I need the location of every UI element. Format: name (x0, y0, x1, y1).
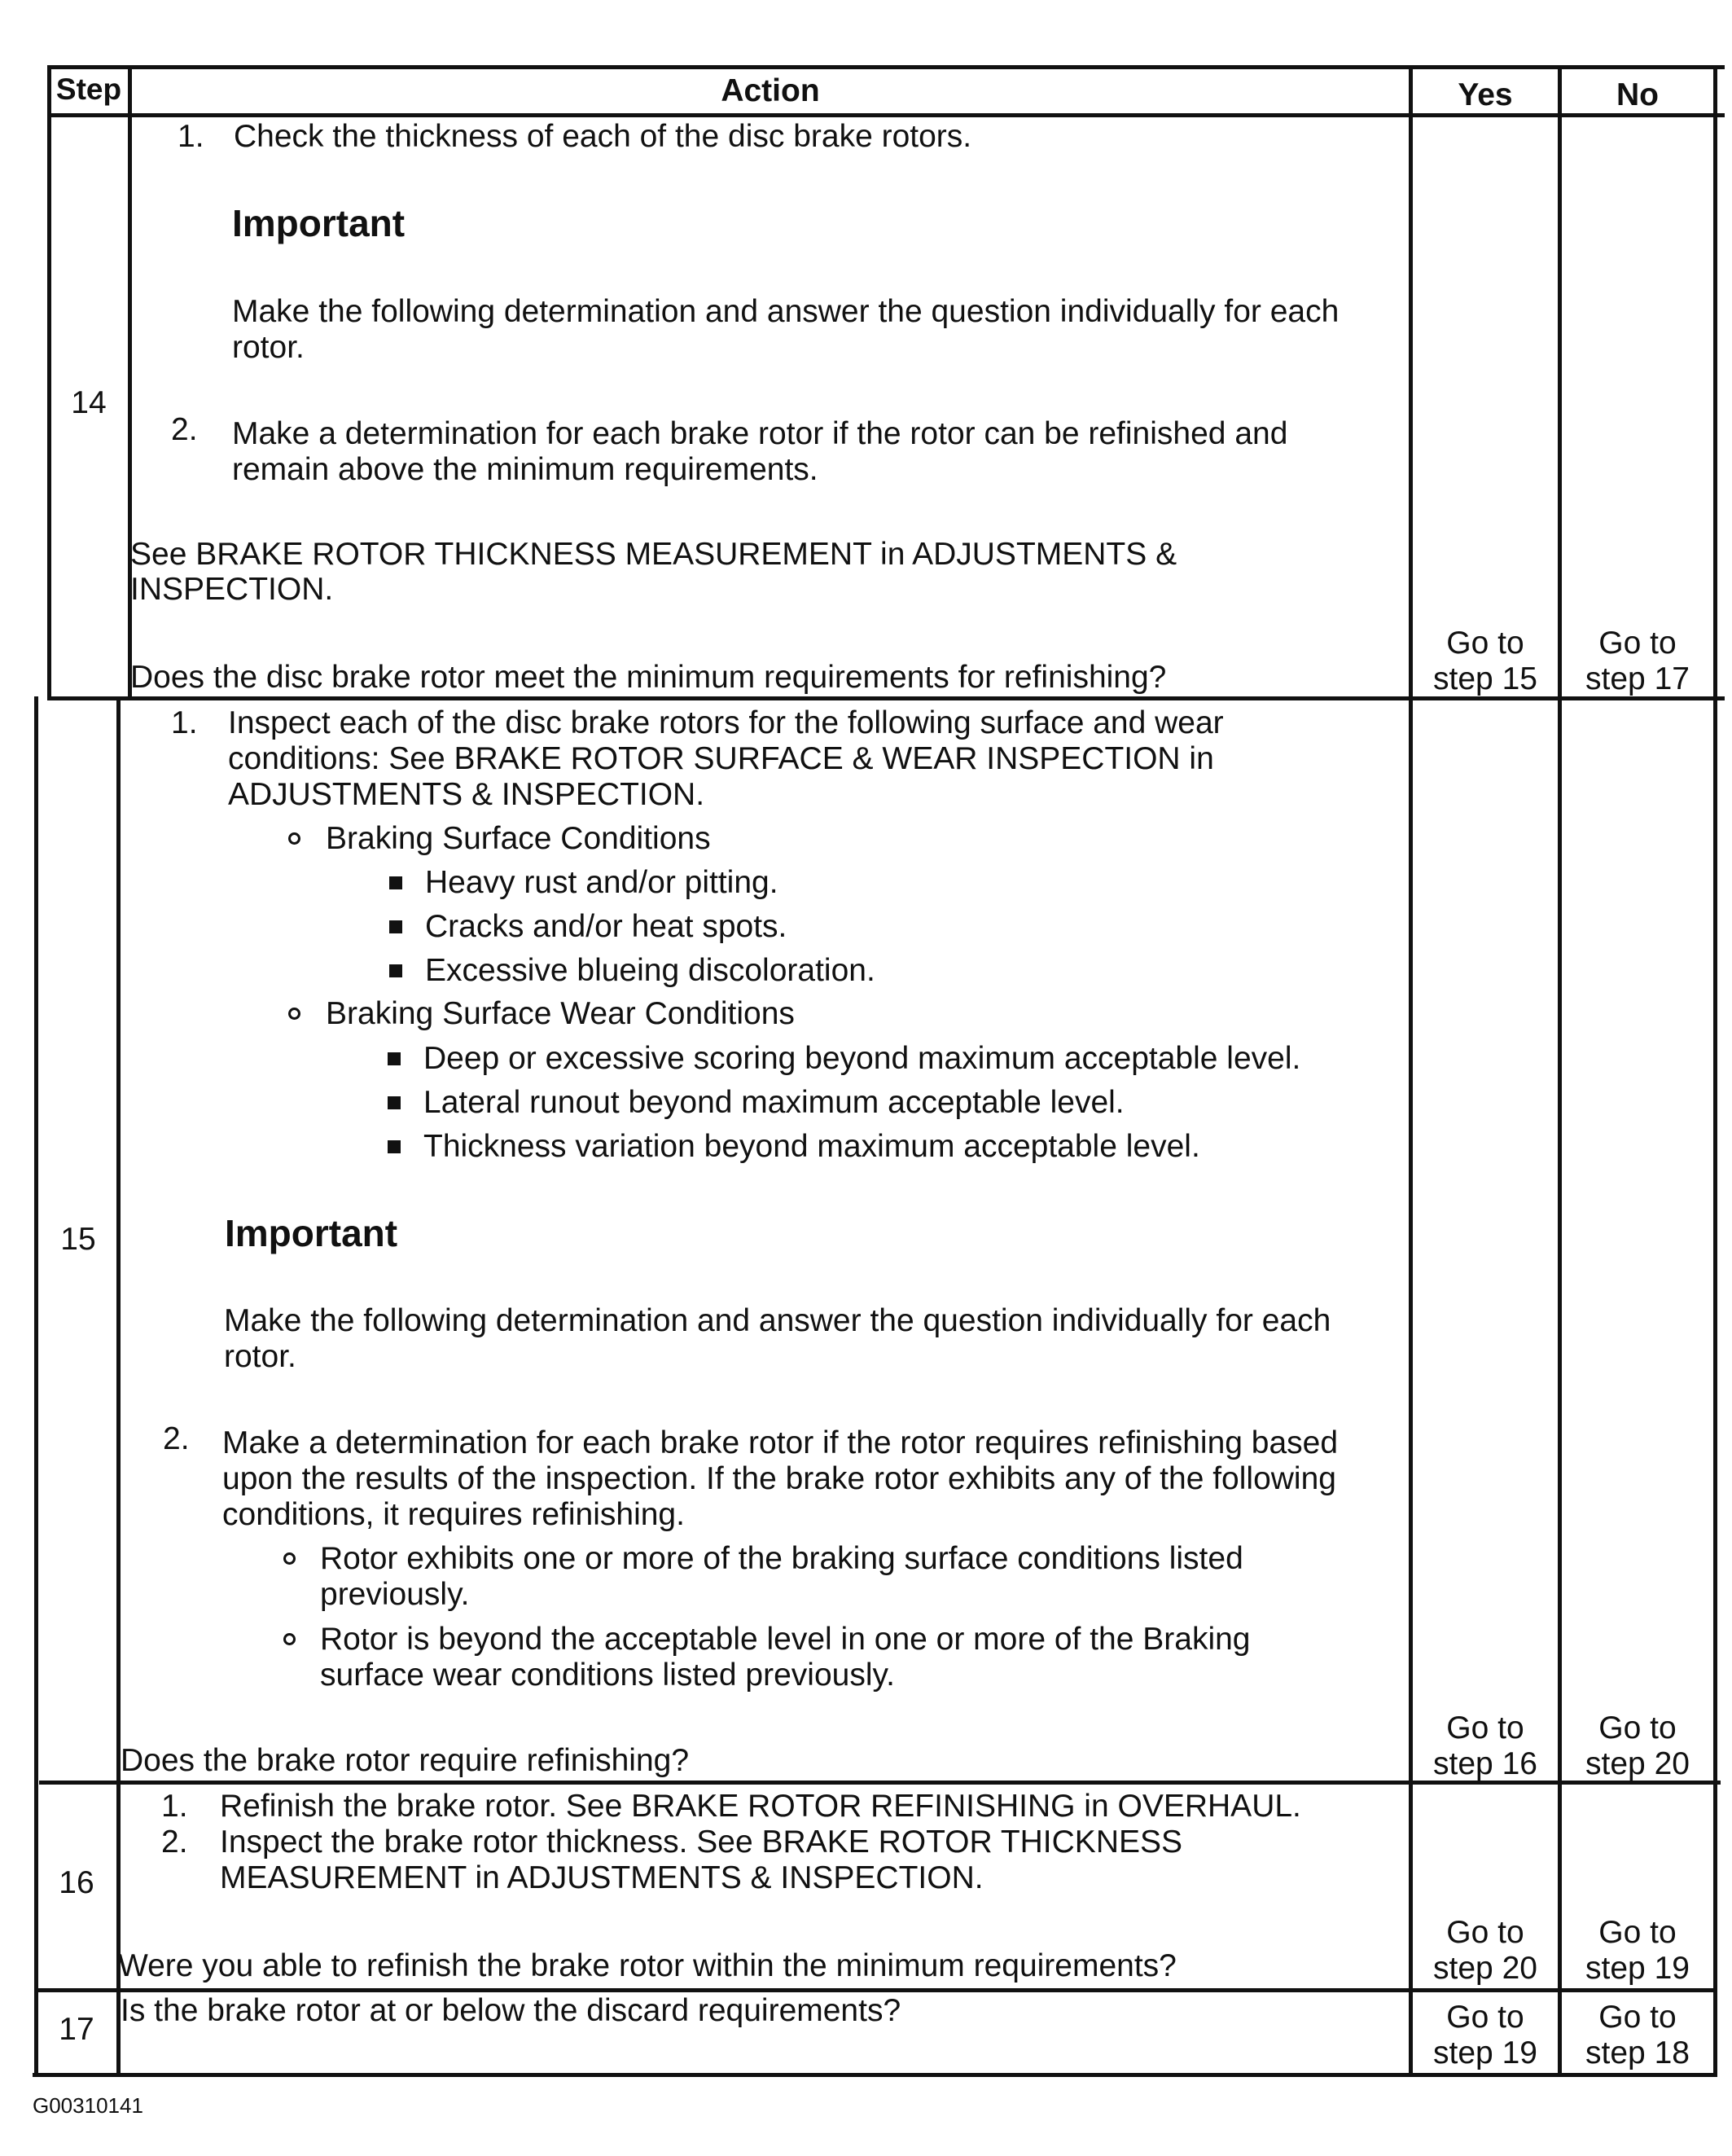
yes-goto: step 15 (1433, 661, 1537, 696)
no-goto: step 18 (1585, 2035, 1690, 2070)
important-heading: Important (232, 202, 406, 244)
note-text: rotor. (224, 1339, 296, 1374)
hollow-bullet-icon (283, 1552, 296, 1565)
step-column-divider-lower (116, 696, 121, 2077)
important-heading: Important (225, 1212, 398, 1254)
step-number: 14 (71, 385, 107, 420)
bullet-text: Heavy rust and/or pitting. (425, 865, 778, 900)
table-left-border-upper (47, 65, 51, 700)
header-bottom-border (47, 113, 1725, 117)
step-number: 15 (60, 1222, 96, 1257)
sub-item-text: previously. (320, 1577, 470, 1612)
list-number: 1. (161, 1789, 188, 1824)
instruction-text: remain above the minimum requirements. (232, 452, 818, 487)
step-number: 16 (59, 1865, 94, 1900)
reference-text: See BRAKE ROTOR THICKNESS MEASUREMENT in ADJUSTMENTS & (130, 537, 1177, 572)
square-bullet-icon (389, 876, 402, 889)
sub-item-text: Rotor is beyond the acceptable level in one or more of the Braking (320, 1622, 1251, 1657)
figure-code: G00310141 (33, 2093, 143, 2118)
yes-goto: Go to (1446, 1710, 1524, 1745)
hollow-bullet-icon (283, 1633, 296, 1645)
bullet-text: Lateral runout beyond maximum acceptable level. (423, 1085, 1125, 1120)
square-bullet-icon (388, 1096, 401, 1109)
square-bullet-icon (389, 920, 402, 933)
sub-item-text: surface wear conditions listed previously. (320, 1658, 895, 1693)
list-number: 1. (178, 119, 204, 154)
bullet-text: Thickness variation beyond maximum acceptable level. (423, 1129, 1200, 1164)
question-text: Were you able to refinish the brake rotor within the minimum requirements? (118, 1948, 1177, 1983)
instruction-text: Inspect each of the disc brake rotors for the following surface and wear (228, 705, 1224, 740)
yes-goto: step 16 (1433, 1746, 1537, 1781)
instruction-text: MEASUREMENT in ADJUSTMENTS & INSPECTION. (220, 1860, 984, 1895)
table-right-border (1713, 65, 1717, 2077)
table-top-border (47, 65, 1725, 69)
note-text: Make the following determination and answer the question individually for each (232, 294, 1340, 329)
square-bullet-icon (388, 1140, 401, 1153)
instruction-text: Make a determination for each brake rotor if the rotor requires refinishing based (222, 1425, 1339, 1460)
header-yes: Yes (1458, 77, 1513, 112)
no-goto: step 19 (1585, 1951, 1690, 1986)
no-goto: Go to (1598, 2000, 1677, 2035)
instruction-text: Make a determination for each brake rotor if the rotor can be refinished and (232, 416, 1288, 451)
instruction-text: ADJUSTMENTS & INSPECTION. (228, 777, 705, 812)
square-bullet-icon (389, 964, 402, 977)
header-action: Action (721, 73, 820, 108)
bullet-text: Deep or excessive scoring beyond maximum acceptable level. (423, 1041, 1301, 1076)
no-goto: Go to (1598, 1915, 1677, 1950)
row-16-bottom-border (34, 1988, 1717, 1992)
instruction-text: upon the results of the inspection. If the brake rotor exhibits any of the following (222, 1461, 1336, 1496)
sub-item-text: Braking Surface Wear Conditions (326, 996, 795, 1031)
yes-goto: step 20 (1433, 1951, 1537, 1986)
step-number: 17 (59, 2012, 94, 2047)
instruction-text: conditions: See BRAKE ROTOR SURFACE & WEAR INSPECTION in (228, 741, 1214, 776)
square-bullet-icon (388, 1052, 401, 1065)
header-no: No (1616, 77, 1659, 112)
no-goto: step 17 (1585, 661, 1690, 696)
reference-text: INSPECTION. (130, 572, 334, 607)
instruction-text: Refinish the brake rotor. See BRAKE ROTOR REFINISHING in OVERHAUL. (220, 1789, 1301, 1824)
instruction-text: Check the thickness of each of the disc brake rotors. (234, 119, 972, 154)
instruction-text: conditions, it requires refinishing. (222, 1497, 685, 1532)
table-bottom-border (33, 2073, 1717, 2077)
no-goto: Go to (1598, 626, 1677, 661)
no-goto: step 20 (1585, 1746, 1690, 1781)
yes-goto: Go to (1446, 2000, 1524, 2035)
list-number: 2. (161, 1824, 188, 1860)
yes-goto: Go to (1446, 626, 1524, 661)
yes-goto: Go to (1446, 1915, 1524, 1950)
sub-item-text: Braking Surface Conditions (326, 821, 711, 856)
instruction-text: Inspect the brake rotor thickness. See BRAKE ROTOR THICKNESS (220, 1824, 1183, 1860)
note-text: Make the following determination and answer the question individually for each (224, 1303, 1331, 1338)
yes-goto: step 19 (1433, 2035, 1537, 2070)
header-step: Step (55, 72, 122, 106)
question-text: Does the brake rotor require refinishing? (121, 1743, 690, 1778)
list-number: 2. (163, 1421, 190, 1456)
hollow-bullet-icon (288, 1008, 300, 1020)
question-text: Does the disc brake rotor meet the minimum requirements for refinishing? (130, 660, 1167, 695)
list-number: 1. (171, 705, 198, 740)
sub-item-text: Rotor exhibits one or more of the braking surface conditions listed (320, 1541, 1243, 1576)
bullet-text: Cracks and/or heat spots. (425, 909, 787, 944)
hollow-bullet-icon (288, 832, 300, 845)
bullet-text: Excessive blueing discoloration. (425, 953, 875, 988)
no-goto: Go to (1598, 1710, 1677, 1745)
question-text: Is the brake rotor at or below the discard requirements? (121, 1993, 901, 2028)
list-number: 2. (171, 412, 198, 447)
note-text: rotor. (232, 330, 305, 365)
